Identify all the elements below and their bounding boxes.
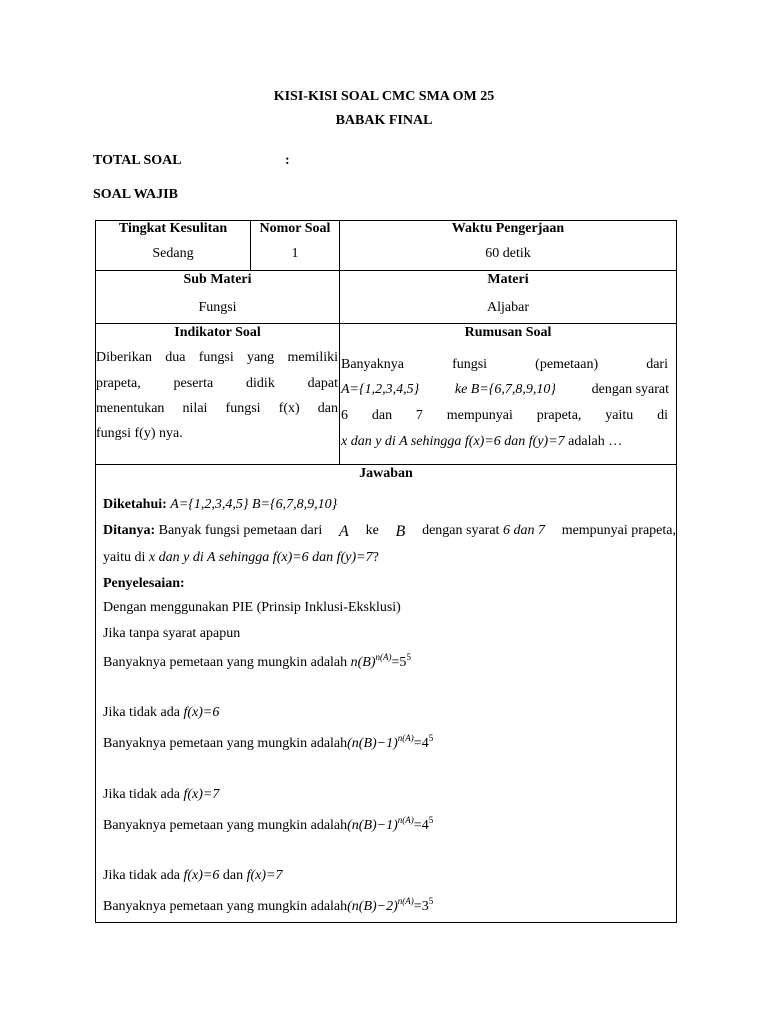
ditanya-condition-math: x dan y di A sehingga f(x)=6 dan f(y)=7 [148, 550, 373, 565]
condition-math: f(x)=7 [246, 868, 283, 883]
ditanya-text: mempunyai prapeta, [561, 523, 676, 538]
indikator-line: fungsi f(y) nya. [96, 426, 183, 441]
set-a-math: A={1,2,3,4,5} [170, 497, 249, 512]
case-result: =4 [413, 736, 429, 751]
case-math: n(B) [350, 655, 376, 670]
set-b-math: B={6,7,8,9,10} [252, 497, 338, 512]
total-soal-colon: : [285, 153, 290, 168]
set-a-math: A={1,2,3,4,5} [341, 382, 420, 397]
ditanya-condition-math: 6 dan 7 [502, 523, 545, 538]
rumusan-text: adalah … [568, 434, 623, 449]
condition-dan: dan [222, 868, 244, 883]
condition-line [103, 787, 219, 803]
case-exponent: n(A) [397, 815, 414, 825]
header-materi: Materi [487, 272, 529, 287]
case-line [103, 733, 433, 752]
indikator-line: menentukan nilai fungsi f(x) dan [96, 401, 338, 416]
rumusan-text: dengan syarat [591, 382, 669, 397]
document-subtitle: BABAK FINAL [335, 113, 433, 128]
case-text: Banyaknya pemetaan yang mungkin adalah [103, 655, 348, 670]
ditanya-text: yaitu di [103, 550, 146, 565]
document-title: KISI-KISI SOAL CMC SMA OM 25 [273, 89, 495, 104]
tanpa-syarat-line: Jika tanpa syarat apapun [103, 626, 241, 641]
case-math: (n(B)−1) [347, 736, 398, 751]
indikator-line: Diberikan dua fungsi yang memiliki [96, 350, 338, 365]
header-rumusan-soal: Rumusan Soal [464, 325, 552, 340]
rumusan-line [341, 434, 622, 450]
diketahui-label: Diketahui: [103, 497, 167, 512]
value-waktu-pengerjaan: 60 detik [485, 246, 531, 261]
case-result-exponent: 5 [406, 652, 411, 662]
case-line [103, 896, 433, 915]
condition-line [103, 868, 282, 884]
condition-math: f(x)=7 [183, 787, 220, 802]
header-jawaban: Jawaban [359, 466, 413, 481]
value-nomor-soal: 1 [291, 246, 299, 261]
ditanya-b-math: B [395, 523, 406, 540]
ditanya-syarat: dengan syarat [422, 523, 500, 538]
header-waktu-pengerjaan: Waktu Pengerjaan [451, 221, 565, 236]
ditanya-line [103, 523, 676, 541]
case-line [103, 652, 411, 671]
rumusan-line: Banyaknya fungsi (pemetaan) dari [341, 357, 668, 372]
case-exponent: n(A) [397, 733, 414, 743]
set-b-math: ke B={6,7,8,9,10} [454, 382, 556, 397]
pie-line: Dengan menggunakan PIE (Prinsip Inklusi-Eksklusi) [103, 600, 401, 615]
value-sub-materi: Fungsi [198, 300, 237, 315]
case-result-exponent: 5 [428, 733, 434, 743]
rumusan-line [341, 382, 669, 398]
total-soal-label: TOTAL SOAL [93, 153, 182, 168]
condition-text: Jika tidak ada [103, 705, 180, 720]
ditanya-text: Banyak fungsi pemetaan dari [158, 523, 323, 538]
value-materi: Aljabar [487, 300, 529, 315]
condition-line [103, 705, 219, 721]
case-math: (n(B)−2) [347, 899, 398, 914]
condition-text: Jika tidak ada [103, 868, 180, 883]
header-nomor-soal: Nomor Soal [259, 221, 331, 236]
case-result-exponent: 5 [428, 815, 434, 825]
penyelesaian-label: Penyelesaian: [103, 576, 185, 591]
ditanya-label: Ditanya: [103, 523, 156, 538]
condition-text: Jika tidak ada [103, 787, 180, 802]
header-tingkat-kesulitan: Tingkat Kesulitan [118, 221, 228, 236]
case-exponent: n(A) [375, 652, 392, 662]
rumusan-line: 6 dan 7 mempunyai prapeta, yaitu di [341, 408, 668, 423]
case-result: =5 [391, 655, 407, 670]
condition-math: f(x)=6 [183, 705, 220, 720]
ditanya-end: ? [372, 550, 379, 565]
case-text: Banyaknya pemetaan yang mungkin adalah [103, 818, 348, 833]
diketahui-line [103, 497, 337, 513]
case-result-exponent: 5 [428, 896, 434, 906]
ditanya-line-2 [103, 550, 379, 566]
ditanya-a-math: A [339, 523, 349, 540]
section-heading: SOAL WAJIB [93, 187, 178, 202]
value-tingkat-kesulitan: Sedang [152, 246, 194, 261]
header-indikator-soal: Indikator Soal [174, 325, 261, 340]
condition-math: x dan y di A sehingga f(x)=6 dan f(y)=7 [341, 434, 565, 449]
case-math: (n(B)−1) [347, 818, 398, 833]
case-line [103, 815, 433, 834]
indikator-line: prapeta, peserta didik dapat [96, 376, 338, 391]
case-result: =3 [413, 899, 429, 914]
ditanya-ke: ke [365, 523, 379, 538]
case-exponent: n(A) [397, 896, 414, 906]
condition-math: f(x)=6 [183, 868, 220, 883]
case-text: Banyaknya pemetaan yang mungkin adalah [103, 899, 348, 914]
case-result: =4 [413, 818, 429, 833]
case-text: Banyaknya pemetaan yang mungkin adalah [103, 736, 348, 751]
header-sub-materi: Sub Materi [183, 272, 252, 287]
